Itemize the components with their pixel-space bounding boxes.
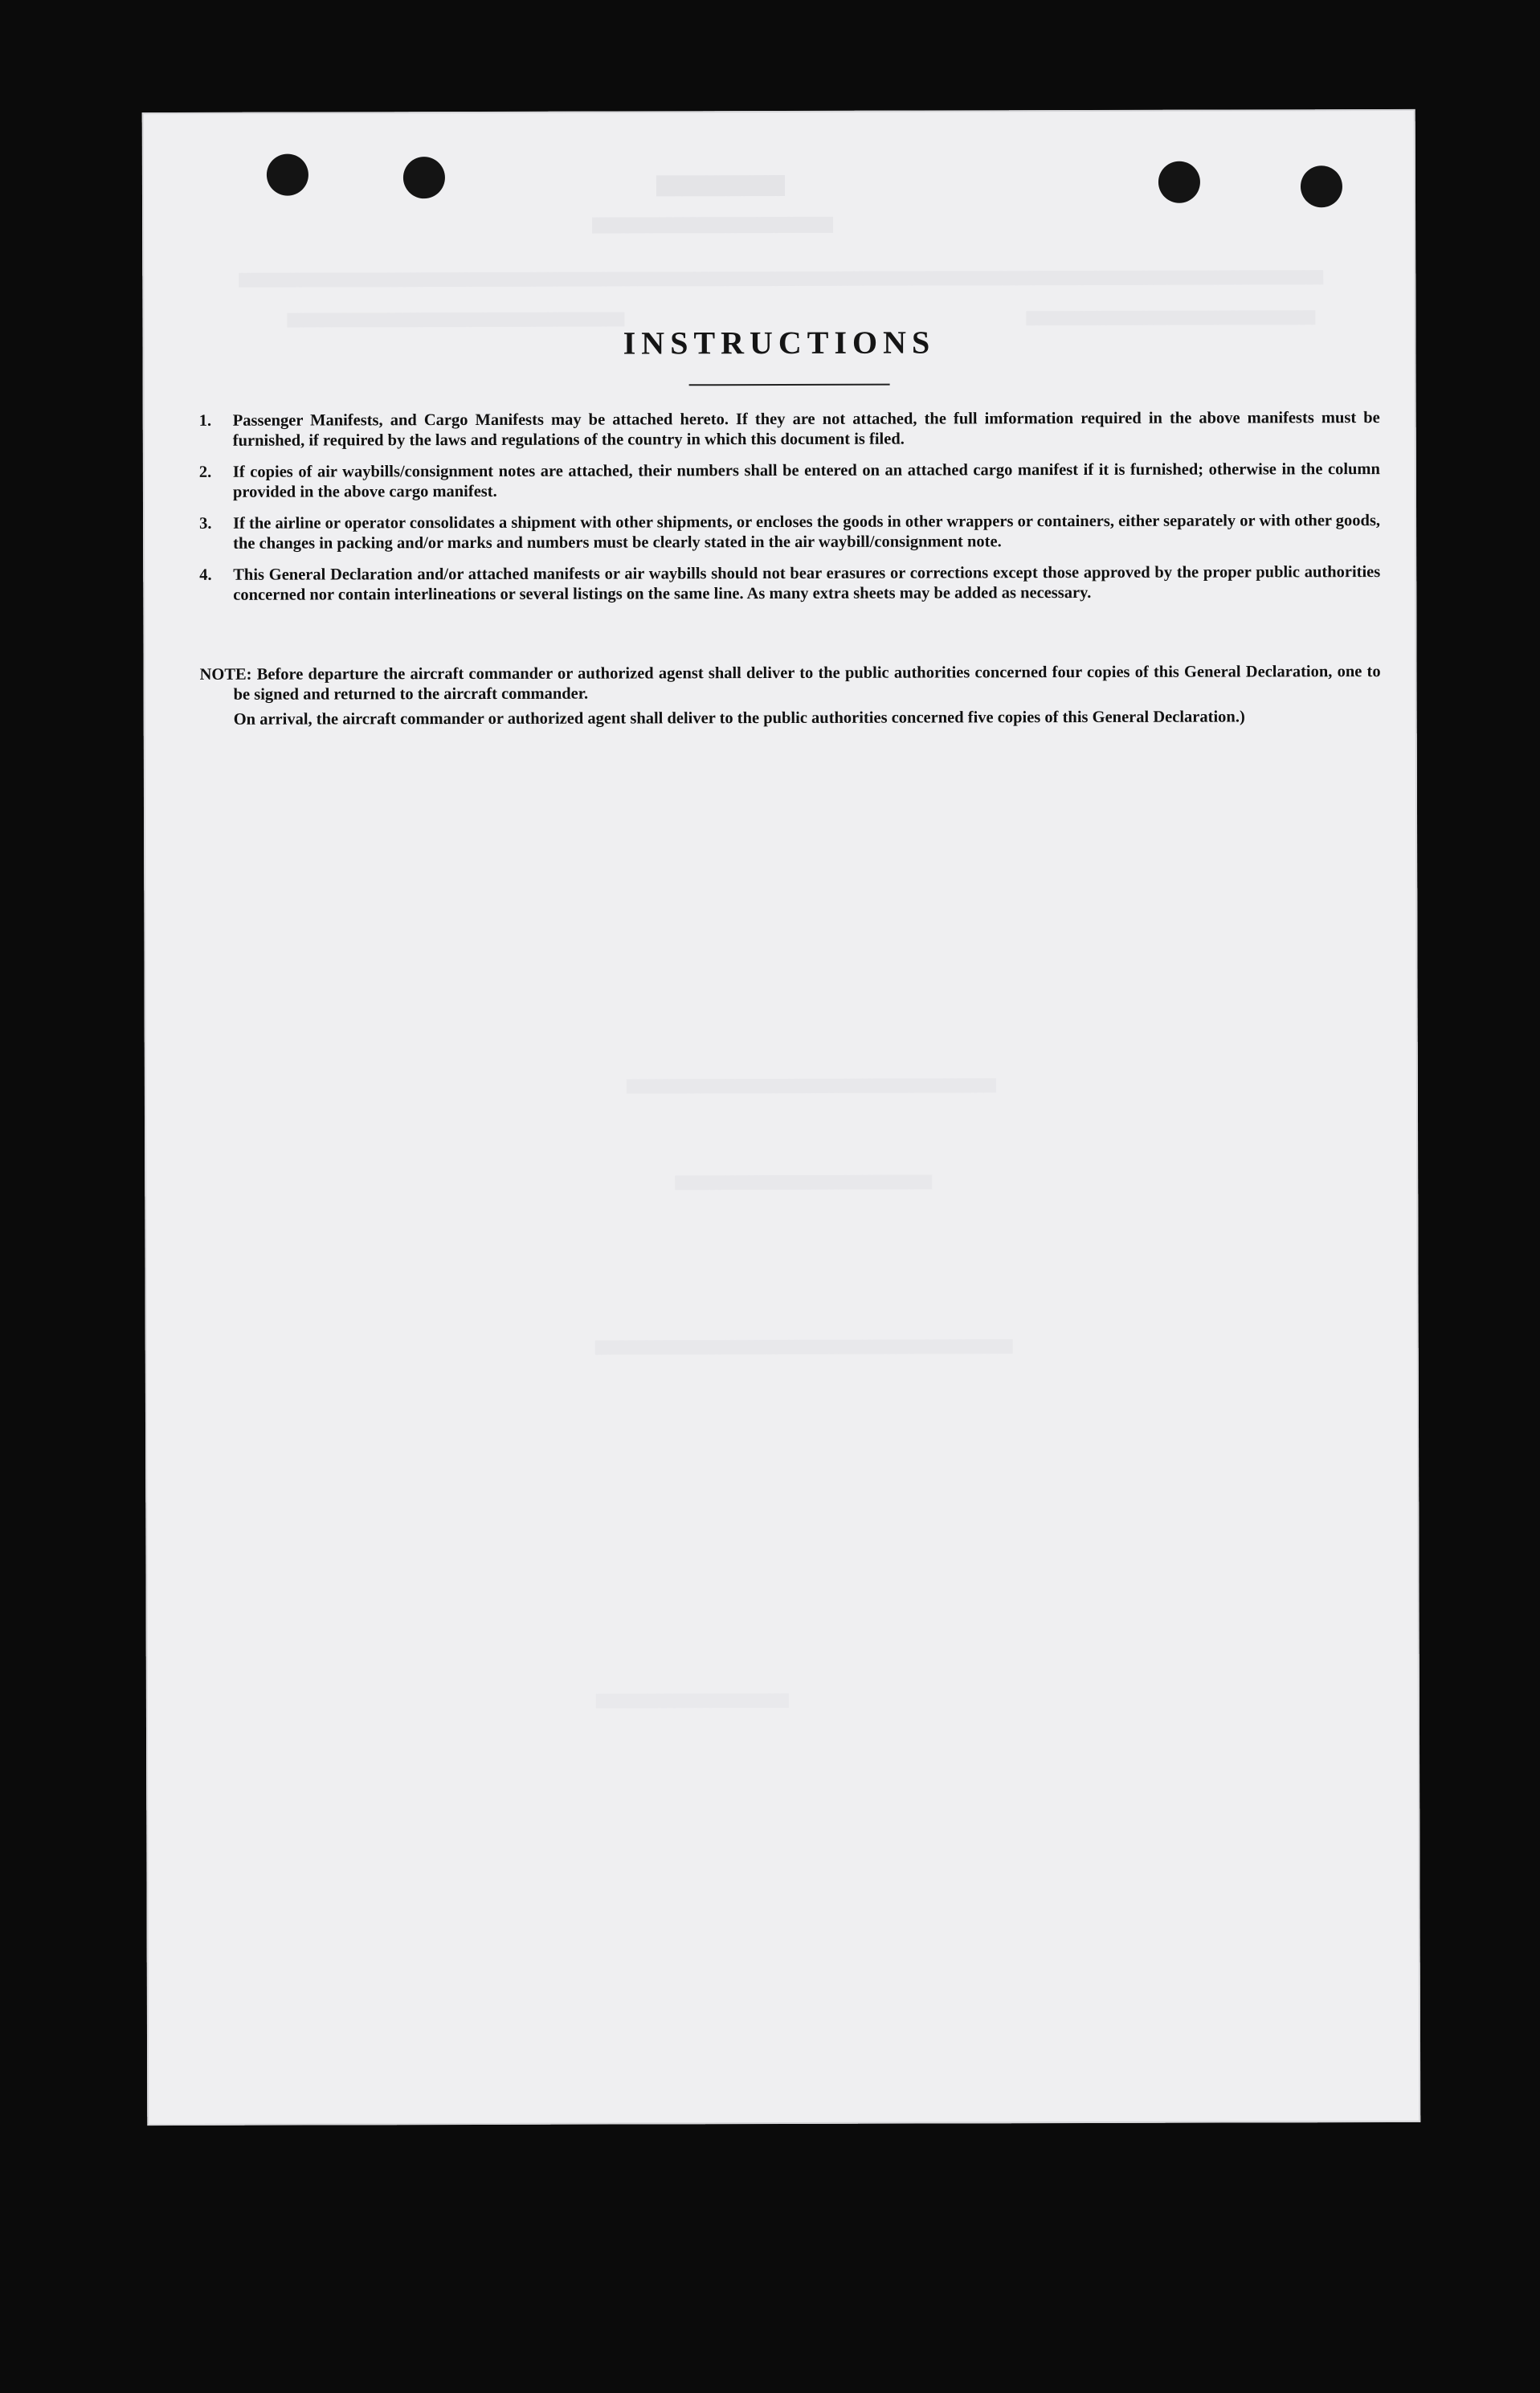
note-label: NOTE:: [199, 665, 252, 684]
bleed-through-mark: [675, 1175, 932, 1190]
punch-hole-right-inner: [1158, 161, 1200, 203]
punch-hole-right-outer: [1301, 165, 1342, 207]
title-underline: [689, 384, 890, 386]
instruction-text: Passenger Manifests, and Cargo Manifests may be attached hereto. If they are not attached, the full imformation required in the above manifests must be furnished, if required by the laws and regulations of the country in which this document is filed.: [232, 409, 1380, 450]
bleed-through-mark: [595, 1339, 1013, 1354]
instruction-text: This General Declaration and/or attached manifests or air waybills should not bear erasures or corrections except those approved by the proper public authorities concerned nor contain interlineations or several listings on the same line. As many extra sheets may be added as necessary.: [233, 563, 1381, 604]
punch-hole-left-inner: [403, 157, 445, 198]
page-title: INSTRUCTIONS: [623, 324, 936, 361]
instructions-list: [199, 408, 1381, 617]
bleed-through-mark: [239, 270, 1323, 288]
instruction-item: [199, 511, 1380, 554]
bleed-through-mark: [592, 217, 833, 234]
note-first-text: Before departure the aircraft commander or authorized agenst shall deliver to the public authorities concerned four copies of this General Declaration, one to be signed and returned to the aircraft commander.: [233, 663, 1381, 704]
instruction-number: 4.: [199, 566, 212, 584]
instruction-item: [199, 459, 1380, 503]
instruction-number: 2.: [198, 463, 212, 481]
bleed-through-mark: [596, 1693, 789, 1709]
punch-hole-left-outer: [267, 154, 308, 196]
instruction-item: [199, 408, 1380, 451]
note-first-paragraph: [200, 662, 1381, 705]
instruction-number: 1.: [198, 411, 212, 430]
instruction-number: 3.: [199, 514, 212, 533]
note-block: [200, 662, 1381, 730]
paper-sheet: [142, 109, 1421, 2126]
note-second-paragraph: On arrival, the aircraft commander or authorized agent shall deliver to the public authorities concerned five copies of this General Declaration.): [233, 708, 1245, 729]
instruction-text: If copies of air waybills/consignment notes are attached, their numbers shall be entered on an attached cargo manifest if it is furnished; otherwise in the column provided in the above cargo manifest.: [232, 460, 1380, 501]
instruction-item: [199, 562, 1380, 606]
instruction-text: If the airline or operator consolidates a shipment with other shipments, or encloses the goods in other wrappers or containers, either separately or with other goods, the changes in packing and/or marks and numbers must be clearly stated in the air waybill/consignment note.: [233, 512, 1381, 553]
bleed-through-mark: [627, 1078, 996, 1093]
bleed-through-mark: [656, 175, 785, 196]
